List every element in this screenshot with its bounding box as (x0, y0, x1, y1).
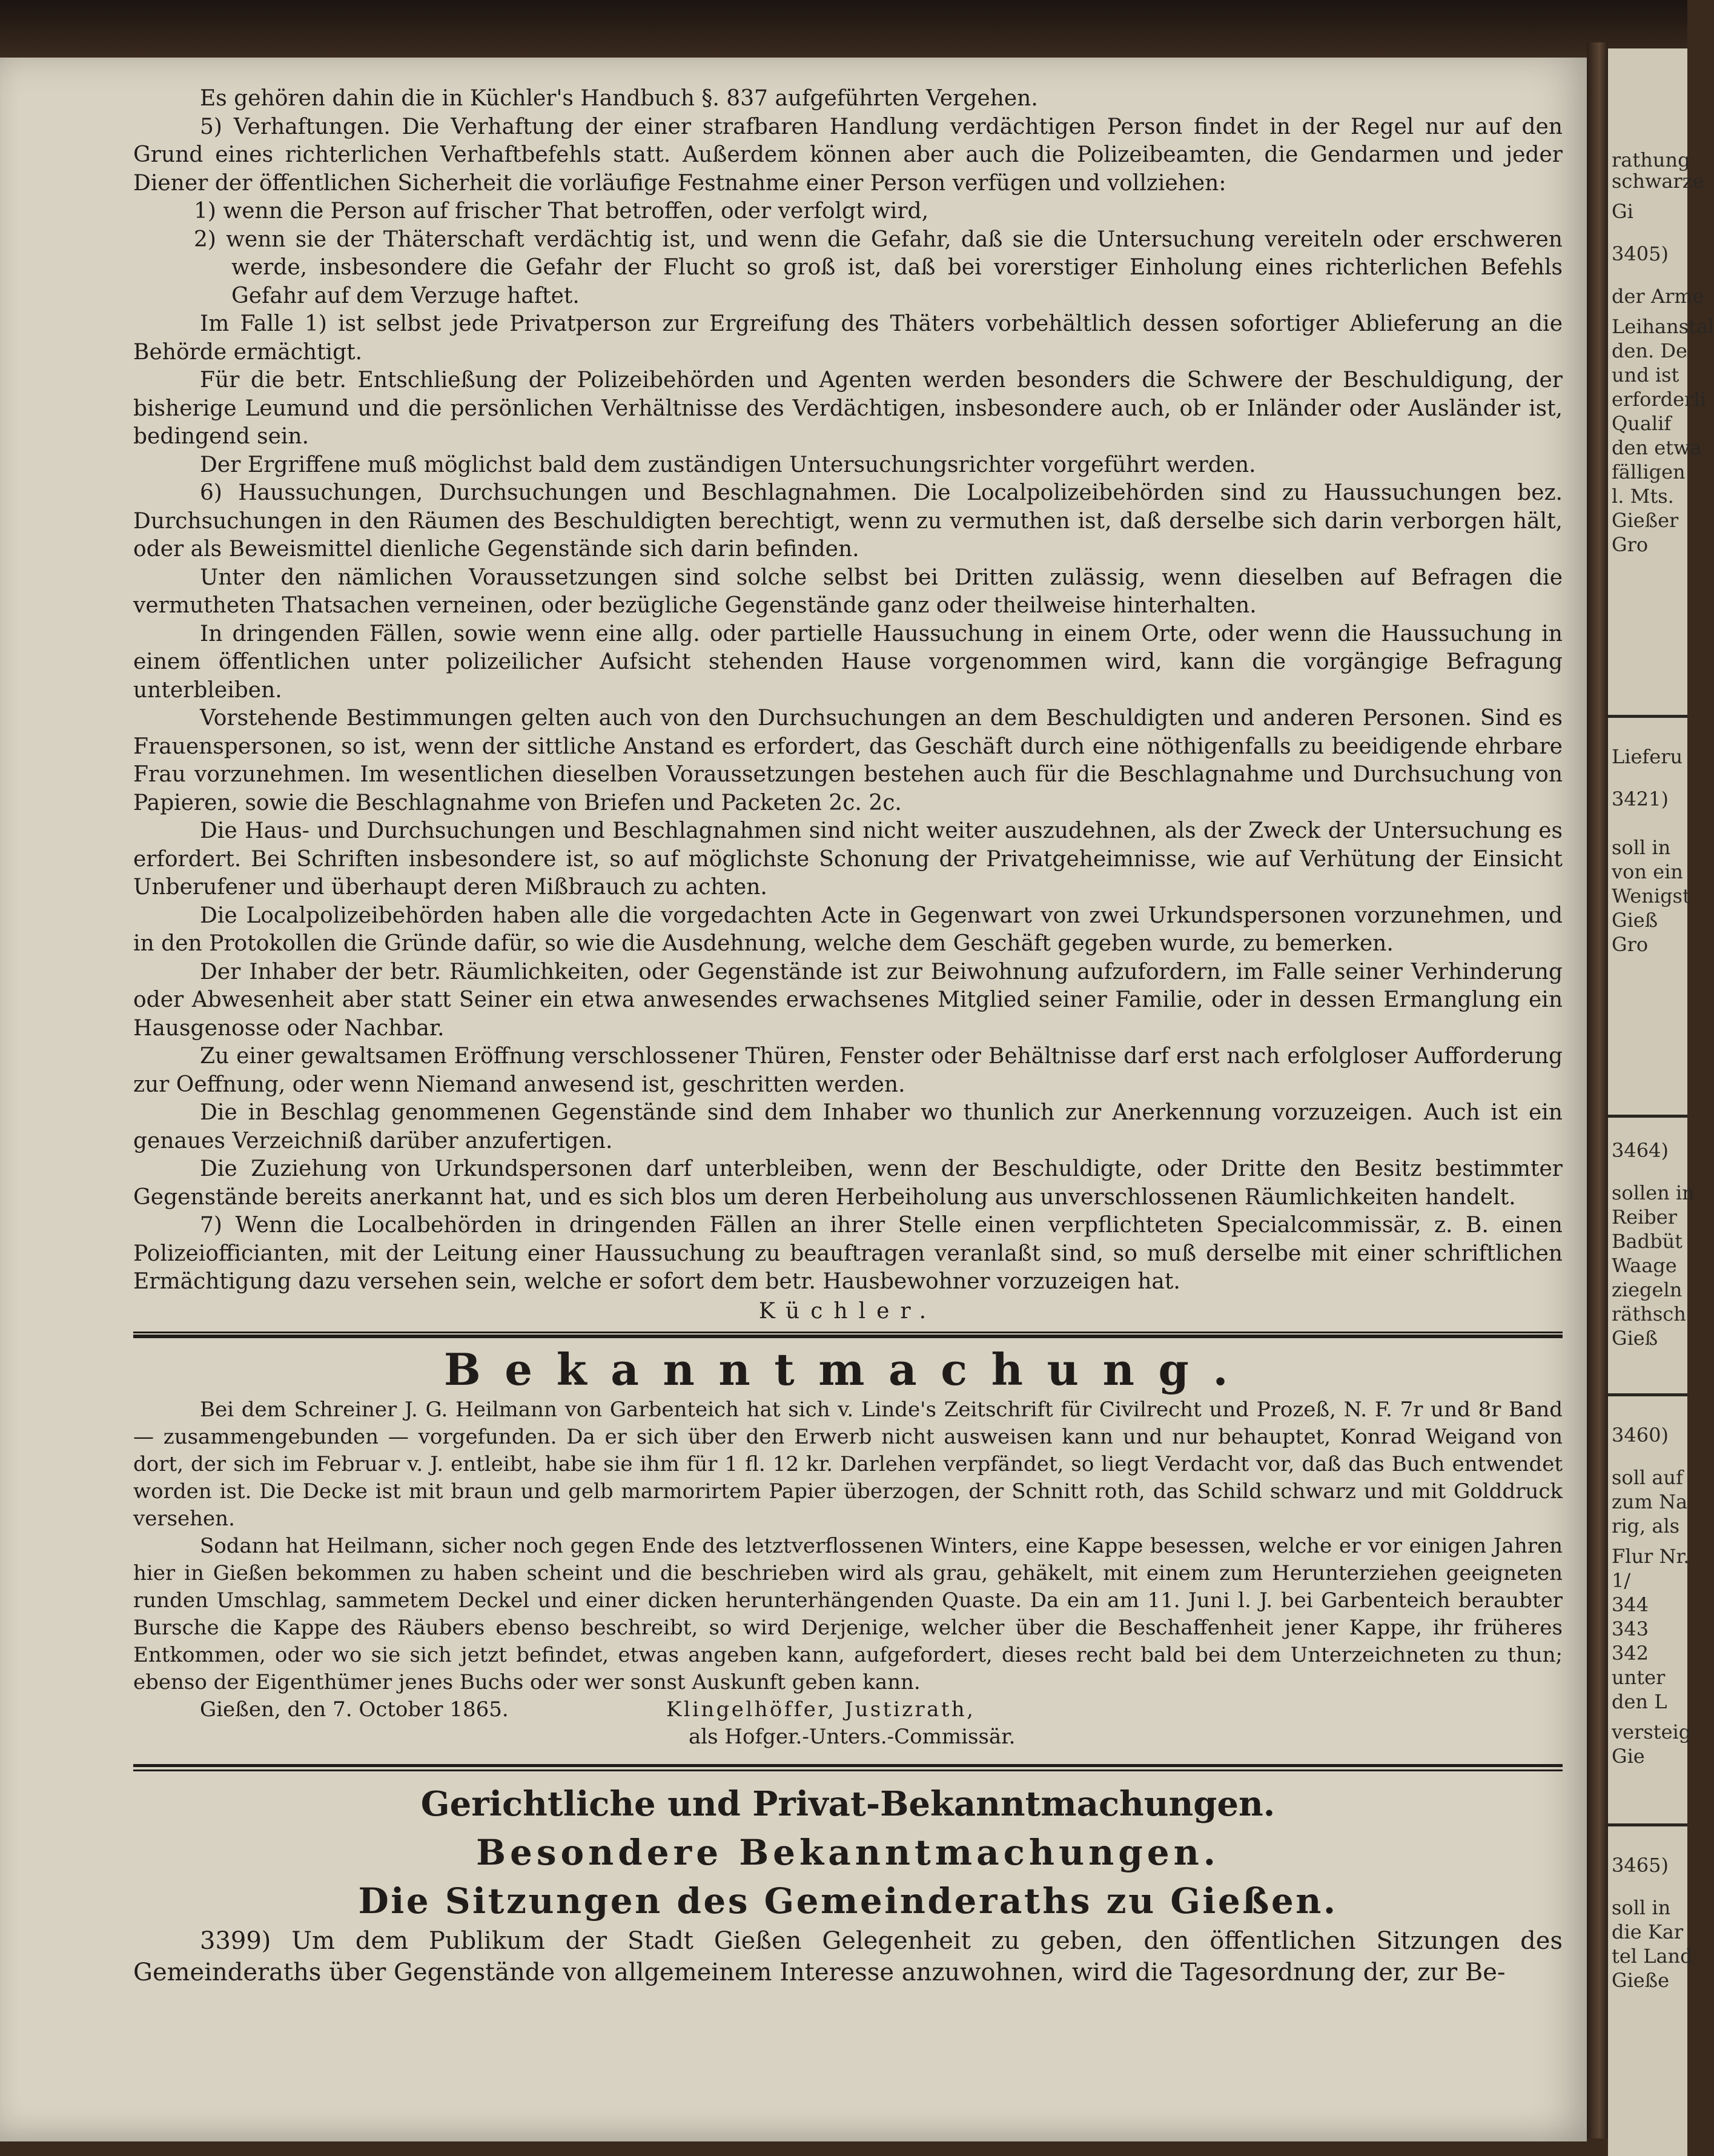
next-page-fragment: Leihanstal (1612, 315, 1714, 338)
paragraph-urkundspersonen: Die Localpolizeibehörden haben alle die vorgedachten Acte in Gegenwart von zwei Urkundspersonen vorzunehmen, und in den Protokollen die Gründe dafür, so wie die Ausdehnung, welche dem Geschäft gegeben wurde, zu bemerken. (133, 903, 1563, 956)
next-page-rule (1608, 715, 1687, 718)
next-page-fragment: soll in (1612, 836, 1671, 859)
next-page-fragment: Gro (1612, 933, 1649, 956)
next-page-fragment: schwarze (1612, 170, 1704, 193)
next-page-fragment: 344 (1612, 1593, 1649, 1616)
next-page-rule (1608, 1393, 1687, 1396)
paragraph-specialcommissaer: 7) Wenn die Localbehörden in dringenden Fällen an ihrer Stelle einen verpflichteten Specialcommissär, z. B. einen Polizeiofficianten, mit der Leitung einer Haussuchung zu beauftragen veranlaßt sind, so muß derselbe mit einer schriftlichen Ermächtigung dazu versehen sein, welche er sofort dem betr. Hausbewohner vorzuzeigen hat. (133, 1213, 1563, 1294)
next-page-fragment: und ist (1612, 363, 1679, 386)
next-page-fragment: 3464) (1612, 1139, 1669, 1162)
next-page-fragment: tel Land (1612, 1945, 1693, 1968)
next-page-strip (1608, 48, 1714, 2156)
divider-double-top (133, 1764, 1563, 1767)
next-page-fragment: 3421) (1612, 788, 1669, 811)
section-heading-besondere: Besondere Bekanntmachungen. (476, 1832, 1220, 1873)
bekanntmachung-title: Bekanntmachung. (443, 1344, 1252, 1395)
next-page-fragment: Gieß (1612, 909, 1658, 932)
paragraph-dringende-faelle: In dringenden Fällen, sowie wenn eine allg. oder partielle Haussuchung in einem Orte, oder wenn die Haussuchung in einem öffentlichen unter polizeilicher Aufsicht stehenden Hause vorgenommen wird, kann die vorgängige Befragung unterbleiben. (133, 621, 1563, 703)
book-top-edge (0, 0, 1687, 58)
next-page-fragment: 343 (1612, 1617, 1649, 1640)
next-page-fragment: l. Mts. (1612, 485, 1674, 508)
next-page-fragment: den L (1612, 1690, 1667, 1713)
bekanntmachung-signer-role: als Hofger.-Unters.-Commissär. (689, 1725, 1016, 1749)
next-page-fragment: ziegeln (1612, 1278, 1683, 1301)
paragraph-inhaber: Der Inhaber der betr. Räumlichkeiten, oder Gegenstände ist zur Beiwohnung aufzufordern, im Falle seiner Verhinderung oder Abwesenheit aber statt Seiner ein etwa anwesendes erwachsenes Mitglied seiner Familie, oder in dessen Ermanglung ein Hausgenosse oder Nachbar. (133, 959, 1563, 1041)
next-page-fragment: unter (1612, 1666, 1666, 1689)
next-page-fragment: Gi (1612, 200, 1633, 223)
next-page-fragment: 3465) (1612, 1854, 1669, 1877)
signature-kuechler: Küchler. (758, 1298, 938, 1324)
bekanntmachung-paragraph-2: Sodann hat Heilmann, sicher noch gegen Ende des letztverflossenen Winters, eine Kappe besessen, welche er vor einigen Jahren hier in Gießen bekommen zu haben scheint und die beschrieben wird als grau, gehäkelt, mit einem zum Herunterziehen geeigneten runden Umschlag, sammetem Deckel und einer dicken herunterhängenden Quaste. Da ein am 11. Juni l. J. bei Garbenteich beraubter Bursche die Kappe des Räubers ebenso beschreibt, so wird Derjenige, welcher über die Beschaffenheit jener Kappe, ihr früheres Entkommen, oder wo sie sich jetzt befindet, etwas angeben kann, aufgefordert, dieses recht bald bei dem Unterzeichneten zu thun; ebenso der Eigenthümer jenes Buchs oder wer sonst Auskunft geben kann. (133, 1534, 1563, 1694)
next-page-fragment: Waage (1612, 1254, 1677, 1277)
next-page-fragment: von ein (1612, 860, 1683, 883)
next-page-fragment: 3405) (1612, 242, 1669, 265)
paragraph-eroeffnung: Zu einer gewaltsamen Eröffnung verschlossener Thüren, Fenster oder Behältnisse darf erst nach erfolgloser Aufforderung zur Oeffnung, oder wenn Niemand anwesend ist, geschritten werden. (133, 1044, 1563, 1097)
paragraph-haussuchungen: 6) Haussuchungen, Durchsuchungen und Beschlagnahmen. Die Localpolizeibehörden sind zu Haussuchungen bez. Durchsuchungen in den Räumen des Beschuldigten berechtigt, wenn zu vermuthen ist, daß derselbe sich darin verborgen hält, oder als Beweismittel dienliche Gegenstände sich darin befinden. (133, 480, 1563, 562)
list-item-1: 1) wenn die Person auf frischer That betroffen, oder verfolgt wird, (194, 199, 929, 224)
bekanntmachung-paragraph-1: Bei dem Schreiner J. G. Heilmann von Garbenteich hat sich v. Linde's Zeitschrift für Civilrecht und Prozeß, N. F. 7r und 8r Band — zusammengebunden — vorgefunden. Da er sich über den Erwerb nicht ausweisen kann und nur behauptet, Konrad Weigand von dort, der sich im Februar v. J. entleibt, habe sie ihm für 1 fl. 12 kr. Darlehen verpfändet, so liegt Verdacht vor, daß das Buch entwendet worden ist. Die Decke ist mit braun und gelb marmorirtem Papier überzogen, der Schnitt roth, das Schild schwarz und mit Golddruck versehen. (133, 1398, 1563, 1531)
list-item-2: 2) wenn sie der Thäterschaft verdächtig ist, und wenn die Gefahr, daß sie die Untersuchung vereiteln oder erschweren werde, insbesondere die Gefahr der Flucht so groß ist, daß bei vorerstiger Einholung eines richterlichen Befehls Gefahr auf dem Verzuge haftet. (194, 227, 1563, 308)
next-page-fragment: Gieße (1612, 1969, 1670, 1992)
page-content (133, 85, 1563, 1988)
paragraph-entschliessung: Für die betr. Entschließung der Polizeibehörden und Agenten werden besonders die Schwere der Beschuldigung, der bisherige Leumund und die persönlichen Verhältnisse des Verdächtigen, insbesondere auch, ob er Inländer oder Ausländer ist, bedingend sein. (133, 368, 1563, 449)
book-gutter (1587, 42, 1608, 2138)
next-page-fragment: den. De (1612, 339, 1687, 362)
next-page-fragment: 3460) (1612, 1424, 1669, 1447)
next-page-fragment: rig, als (1612, 1514, 1680, 1537)
next-page-fragment: 342 (1612, 1642, 1649, 1665)
paragraph-beschlag: Die in Beschlag genommenen Gegenstände sind dem Inhaber wo thunlich zur Anerkennung vorzuzeigen. Auch ist ein genaues Verzeichniß darüber anzufertigen. (133, 1100, 1563, 1153)
next-page-fragment: Qualif (1612, 412, 1672, 435)
paragraph-intro: Es gehören dahin die in Küchler's Handbuch §. 837 aufgeführten Vergehen. (200, 86, 1038, 111)
bekanntmachung-signer: Klingelhöffer, Justizrath, (666, 1697, 976, 1722)
next-page-fragment: Gießer (1612, 509, 1679, 532)
sitzungen-paragraph: 3399) Um dem Publikum der Stadt Gießen Gelegenheit zu geben, den öffentlichen Sitzungen des Gemeinderaths über Gegenstände von allgemeinem Interesse anzuwohnen, wird die Tagesordnung der, zur Be- (133, 1927, 1563, 1986)
bekanntmachung-date: Gießen, den 7. October 1865. (200, 1697, 509, 1722)
next-page-fragment: Flur Nr. (1612, 1545, 1690, 1568)
next-page-fragment: die Kar (1612, 1920, 1684, 1943)
section-heading-gerichtliche: Gerichtliche und Privat-Bekanntmachungen. (420, 1784, 1276, 1824)
paragraph-im-falle: Im Falle 1) ist selbst jede Privatperson zur Ergreifung des Thäters vorbehältlich dessen sofortiger Ablieferung an die Behörde ermächtigt. (133, 311, 1563, 365)
next-page-fragment: Wenigst (1612, 884, 1690, 907)
divider-thick (133, 1335, 1563, 1338)
next-page-fragment: sollen in (1612, 1181, 1695, 1204)
next-page-rule (1608, 1115, 1687, 1118)
next-page-fragment: 1/ (1612, 1569, 1631, 1592)
next-page-fragment: soll auf (1612, 1466, 1683, 1489)
next-page-fragment: Badbüt (1612, 1230, 1683, 1253)
section-heading-sitzungen: Die Sitzungen des Gemeinderaths zu Gießen. (358, 1880, 1338, 1922)
next-page-fragment: zum Na (1612, 1490, 1688, 1513)
paragraph-durchsuchungen: Vorstehende Bestimmungen gelten auch von den Durchsuchungen an dem Beschuldigten und anderen Personen. Sind es Frauenspersonen, so ist, wenn der sittliche Anstand es erfordert, das Geschäft durch eine nöthigenfalls zu beeidigende ehrbare Frau vorzunehmen. Im wesentlichen dieselben Voraussetzungen bestehen auch für die Beschlagnahme und Durchsuchung von Papieren, sowie die Beschlagnahme von Briefen und Packeten 2c. 2c. (133, 706, 1563, 815)
next-page-fragment: der Arme (1612, 285, 1704, 308)
next-page-fragment: Lieferu (1612, 745, 1683, 768)
next-page-fragment: räthsch (1612, 1302, 1686, 1325)
next-page-fragment: fälligen (1612, 460, 1686, 483)
next-page-fragment: Gie (1612, 1745, 1645, 1768)
next-page-fragment: rathung (1612, 148, 1690, 171)
divider-thin (133, 1332, 1563, 1333)
paragraph-dritte: Unter den nämlichen Voraussetzungen sind solche selbst bei Dritten zulässig, wenn dieselben auf Befragen die vermutheten Thatsachen verneinen, oder bezügliche Gegenstände ganz oder theilweise hinterhalten. (133, 565, 1563, 618)
next-page-fragment: erforderli (1612, 388, 1706, 411)
divider-double-bottom (133, 1770, 1563, 1771)
paragraph-verhaftungen: 5) Verhaftungen. Die Verhaftung der einer strafbaren Handlung verdächtigen Person findet in der Regel nur auf den Grund eines richterlichen Verhaftbefehls statt. Außerdem können aber auch die Polizeibeamten, die Gendarmen und jeder Diener der öffentlichen Sicherheit die vorläufige Festnahme einer Person verfügen und vollziehen: (133, 114, 1563, 196)
paragraph-zuziehung: Die Zuziehung von Urkundspersonen darf unterbleiben, wenn der Beschuldigte, oder Dritte den Besitz bestimmter Gegenstände bereits anerkannt hat, und es sich blos um deren Herbeiholung aus unverschlossenen Räumlichkeiten handelt. (133, 1156, 1563, 1210)
next-page-rule (1608, 1823, 1687, 1826)
next-page-fragment: versteig (1612, 1720, 1692, 1743)
next-page-fragment: Reiber (1612, 1206, 1677, 1229)
next-page-fragment: den etwa (1612, 436, 1702, 459)
paragraph-ergriffene: Der Ergriffene muß möglichst bald dem zuständigen Untersuchungsrichter vorgeführt werden. (200, 452, 1256, 477)
next-page-fragment: Gieß (1612, 1327, 1658, 1350)
date-signature-line (133, 1696, 1563, 1723)
next-page-fragment: Gro (1612, 533, 1649, 556)
next-page-fragment: soll in (1612, 1896, 1671, 1919)
paragraph-ausdehnung: Die Haus- und Durchsuchungen und Beschlagnahmen sind nicht weiter auszudehnen, als der Zweck der Untersuchung es erfordert. Bei Schriften insbesondere ist, so auf möglichste Schonung der Privatgeheimnisse, wie auf Verhütung der Einsicht Unberufener und überhaupt deren Mißbrauch zu achten. (133, 818, 1563, 900)
